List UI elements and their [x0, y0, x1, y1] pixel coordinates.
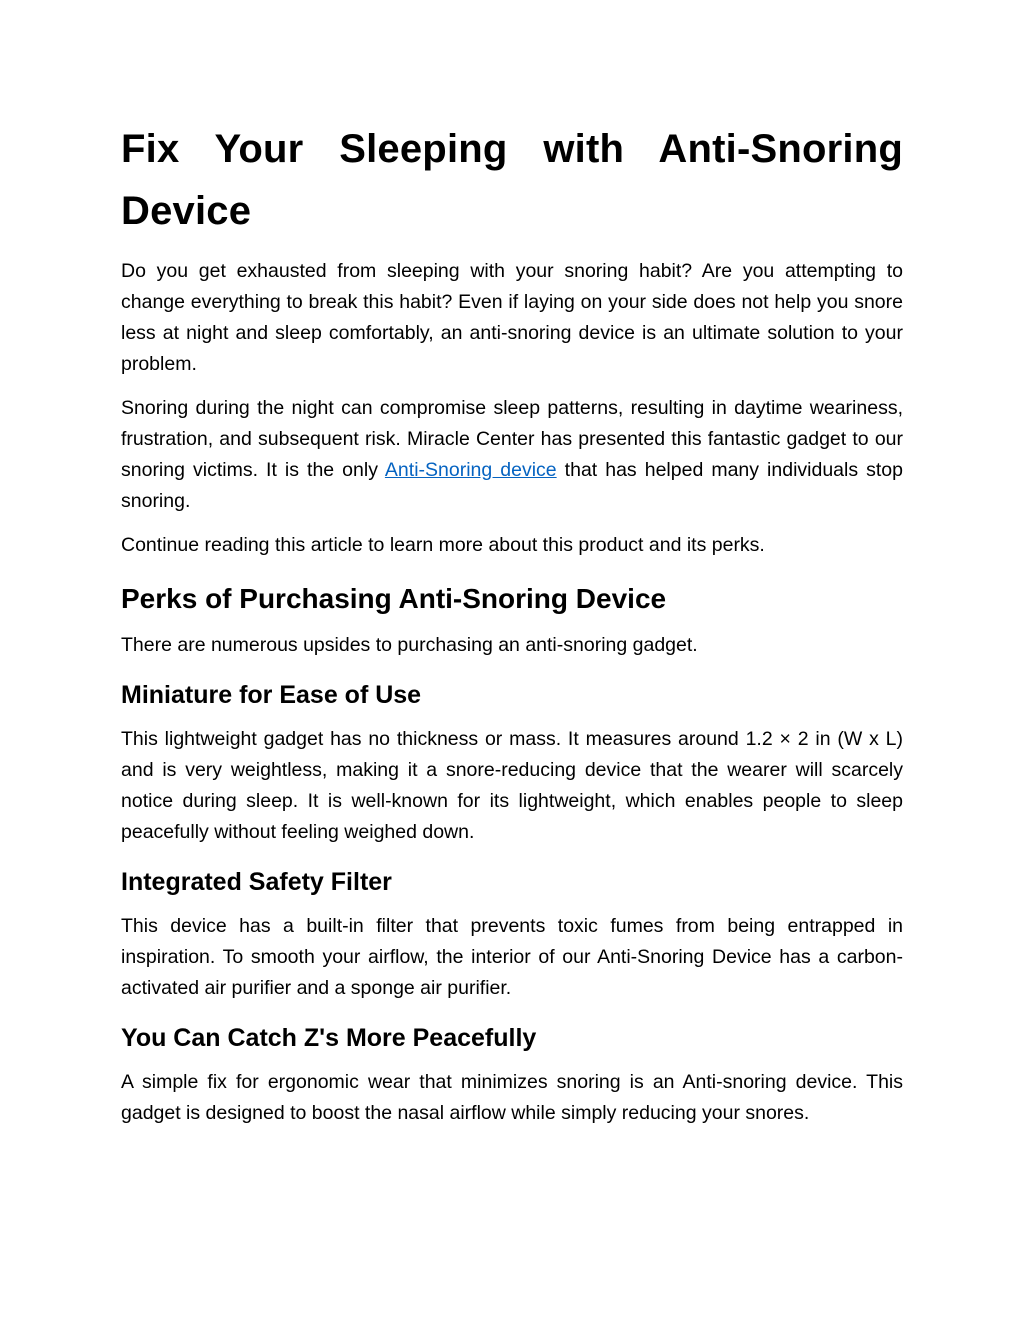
anti-snoring-device-link[interactable]: Anti-Snoring device: [384, 459, 557, 481]
title-line-2: Device: [121, 189, 252, 233]
miniature-heading: Miniature for Ease of Use: [121, 681, 422, 709]
paragraph2-text-after: that has helped many individuals stop snoring.: [121, 459, 904, 512]
safety-filter-heading: Integrated Safety Filter: [121, 868, 392, 896]
perks-heading: Perks of Purchasing Anti-Snoring Device: [121, 583, 667, 614]
document-title: [121, 118, 903, 242]
peaceful-sleep-paragraph: A simple fix for ergonomic wear that minimizes snoring is an Anti-snoring device. This gadget is designed to boost the nasal airflow while simply reducing your snores.: [121, 1071, 903, 1124]
title-line-1: Fix Your Sleeping with Anti-Snoring: [121, 127, 903, 171]
miracle-center-paragraph: [121, 393, 903, 517]
document-page: [121, 118, 903, 1129]
continue-reading-paragraph: Continue reading this article to learn more about this product and its perks.: [121, 534, 765, 556]
peaceful-sleep-heading: You Can Catch Z's More Peacefully: [121, 1024, 537, 1052]
miniature-paragraph: This lightweight gadget has no thickness or mass. It measures around 1.2 × 2 in (W x L) and is very weightless, making it a snore-reducing device that the wearer will scarcely notice during sleep. It is well-known for its lightweight, which enables people to sleep peacefully without feeling weighed down.: [121, 728, 903, 843]
intro-paragraph: Do you get exhausted from sleeping with your snoring habit? Are you attempting to change everything to break this habit? Even if laying on your side does not help you snore less at night and sleep comfortably, an anti-snoring device is an ultimate solution to your problem.: [121, 260, 903, 375]
paragraph2-text-before: Snoring during the night can compromise sleep patterns, resulting in daytime weariness, frustration, and subsequent risk. Miracle Center has presented this fantastic gadget to our snoring victims. It is the only: [121, 397, 903, 481]
perks-paragraph: There are numerous upsides to purchasing an anti-snoring gadget.: [121, 634, 698, 656]
safety-filter-paragraph: This device has a built-in filter that prevents toxic fumes from being entrapped in inspiration. To smooth your airflow, the interior of our Anti-Snoring Device has a carbon-activated air purifier and a sponge air purifier.: [121, 915, 903, 999]
